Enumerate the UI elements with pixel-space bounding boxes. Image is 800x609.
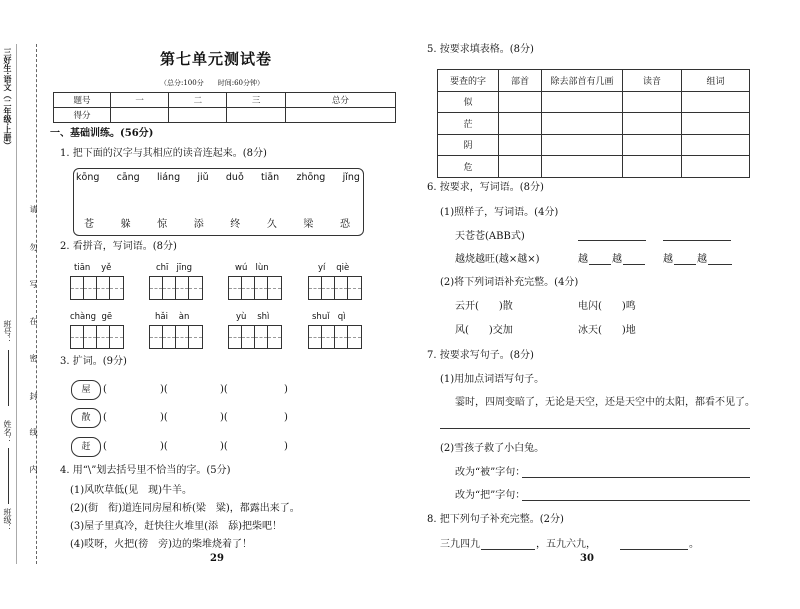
pinyin-item[interactable]: liáng	[156, 172, 181, 183]
pinyin-label: wú lùn	[235, 263, 269, 273]
table-header: 读音	[623, 70, 682, 92]
pinyin-item[interactable]: tiān	[261, 172, 280, 183]
pinyin-item[interactable]: kōng	[76, 172, 100, 183]
char-bubble: 屋	[71, 380, 101, 400]
char-bubble: 赶	[71, 437, 101, 457]
q8-text-end: 。	[689, 539, 699, 550]
table-header: 除去部首有几画	[542, 70, 623, 92]
answer-line[interactable]	[481, 549, 535, 550]
answer-line[interactable]	[708, 264, 732, 265]
q7-part-2: (2)雪孩子救了小白兔。	[440, 443, 545, 454]
page-number-right: 30	[580, 553, 594, 564]
q6-example-2: 越烧越旺(越×越×)	[455, 254, 540, 265]
score-cell[interactable]	[111, 108, 169, 123]
seal-char: 请	[29, 205, 38, 213]
writing-grid[interactable]	[228, 276, 282, 300]
class-no-field: 班号：	[3, 320, 12, 344]
answer-line[interactable]	[674, 264, 696, 265]
paren-open: (	[103, 384, 107, 395]
pinyin-row	[76, 172, 360, 183]
idiom-item[interactable]: 风( )交加	[455, 325, 513, 336]
q4-line[interactable]: (3)屋子里真冷，赶快往火堆里(添 舔)把柴吧！	[70, 521, 282, 532]
answer-line[interactable]	[620, 549, 688, 550]
answer-line[interactable]	[440, 428, 750, 429]
page-title: 第七单元测试卷	[160, 50, 273, 68]
char-item[interactable]: 久	[266, 219, 277, 230]
section-heading: 一、基础训练。(56分)	[50, 128, 154, 139]
q7-part-1: (1)用加点词语写句子。	[440, 374, 545, 385]
answer-line[interactable]	[663, 240, 731, 241]
yue-char: 越	[612, 254, 622, 265]
char-item[interactable]: 苍	[84, 219, 94, 230]
paren-close[interactable]: )	[284, 441, 288, 452]
yue-char: 越	[663, 254, 673, 265]
char-item[interactable]: 添	[193, 219, 204, 230]
char-row	[84, 215, 350, 230]
seal-char: 密	[29, 354, 38, 362]
table-char: 似	[438, 91, 499, 113]
q6-example-1: 天苍苍(ABB式)	[455, 231, 525, 242]
table-row	[438, 134, 750, 156]
pinyin-label: yù shì	[236, 312, 270, 322]
answer-line[interactable]	[589, 264, 611, 265]
char-item[interactable]: 躲	[120, 219, 131, 230]
char-bubble: 散	[71, 408, 101, 428]
question-4: 4. 用“\”划去括号里不恰当的字。(5分)	[60, 465, 231, 476]
seal-char: 写	[29, 280, 38, 288]
question-3: 3. 扩词。(9分)	[60, 356, 127, 367]
table-char: 阴	[438, 134, 499, 156]
table-header: 要查的字	[438, 70, 499, 92]
score-row-label: 得分	[54, 108, 111, 123]
paren-mid[interactable]: )(	[160, 412, 168, 423]
answer-line[interactable]	[522, 500, 750, 501]
seal-line	[36, 44, 37, 564]
writing-grid[interactable]	[70, 276, 124, 300]
pinyin-item[interactable]: jiǔ	[197, 172, 209, 183]
q4-line[interactable]: (2)(街 衔)道连同房屋和桥(梁 粱)，都露出来了。	[70, 503, 300, 514]
pinyin-item[interactable]: jǐng	[342, 172, 360, 183]
pinyin-label: chàng gē	[70, 312, 113, 322]
table-header: 组词	[682, 70, 750, 92]
answer-line[interactable]	[578, 240, 646, 241]
pinyin-label: shuǐ qì	[312, 312, 346, 322]
char-table	[437, 69, 750, 178]
exam-meta: （总分:100分 时间:60分钟）	[160, 79, 264, 87]
paren-open: (	[103, 412, 107, 423]
writing-grid[interactable]	[149, 276, 203, 300]
name-line	[8, 448, 9, 504]
ba-prompt: 改为“把”字句：	[455, 490, 526, 501]
writing-grid[interactable]	[149, 325, 203, 349]
table-row	[438, 156, 750, 178]
answer-line[interactable]	[623, 264, 645, 265]
paren-mid[interactable]: )(	[160, 384, 168, 395]
paren-mid[interactable]: )(	[220, 412, 228, 423]
idiom-item[interactable]: 云开( )散	[455, 301, 513, 312]
yue-char: 越	[578, 254, 588, 265]
score-header: 二	[169, 93, 227, 108]
pinyin-item[interactable]: cāng	[116, 172, 140, 183]
writing-grid[interactable]	[308, 325, 362, 349]
pinyin-item[interactable]: duǒ	[225, 172, 244, 183]
name-field: 姓名：	[3, 420, 12, 444]
score-header: 总分	[285, 93, 395, 108]
paren-mid[interactable]: )(	[220, 384, 228, 395]
table-char: 危	[438, 156, 499, 178]
q4-line[interactable]: (4)哎呀，火把(徬 旁)边的柴堆烧着了！	[70, 539, 252, 550]
table-row	[438, 91, 750, 113]
q7-sentence: 霎时，四周变暗了，无论是天空，还是天空中的太阳，都看不见了。	[455, 397, 755, 408]
char-item[interactable]: 终	[230, 219, 241, 230]
score-header: 题号	[54, 93, 111, 108]
question-2: 2. 看拼音，写词语。(8分)	[60, 241, 177, 252]
score-header: 三	[227, 93, 285, 108]
question-6: 6. 按要求，写词语。(8分)	[427, 182, 544, 193]
score-cell[interactable]	[169, 108, 227, 123]
q6-part-2: (2)将下列词语补充完整。(4分)	[440, 277, 579, 288]
idiom-item[interactable]: 冰天( )地	[578, 325, 636, 336]
idiom-item[interactable]: 电闪( )鸣	[578, 301, 636, 312]
seal-char: 勿	[29, 243, 38, 251]
char-item[interactable]: 梁	[303, 219, 314, 230]
pinyin-label: tiān yě	[74, 263, 112, 273]
table-row	[438, 113, 750, 135]
seal-char: 封	[29, 392, 38, 400]
bei-prompt: 改为“被”字句：	[455, 467, 526, 478]
seal-char: 内	[29, 465, 38, 473]
score-cell[interactable]	[227, 108, 285, 123]
paren-close[interactable]: )	[284, 412, 288, 423]
series-label: 三好生·语文（二年级·上册）	[3, 48, 13, 150]
q6-part-1: (1)照样子，写词语。(4分)	[440, 207, 559, 218]
writing-grid[interactable]	[228, 325, 282, 349]
table-header: 部首	[499, 70, 542, 92]
paren-close[interactable]: )	[284, 384, 288, 395]
question-5: 5. 按要求填表格。(8分)	[427, 44, 534, 55]
paren-open: (	[103, 441, 107, 452]
q8-text-b: ，五九六九，	[536, 539, 596, 550]
char-item[interactable]: 恐	[339, 219, 350, 230]
class-field: 班级：	[3, 508, 12, 532]
pinyin-item[interactable]: zhōng	[296, 172, 326, 183]
pinyin-label: hǎi àn	[155, 312, 190, 322]
class-no-line	[8, 350, 9, 406]
writing-grid[interactable]	[70, 325, 124, 349]
page-number-left: 29	[210, 553, 224, 564]
question-1: 1. 把下面的汉字与其相应的读音连起来。(8分)	[60, 148, 267, 159]
score-table	[53, 92, 396, 123]
yue-char: 越	[697, 254, 707, 265]
binding-border	[16, 44, 17, 564]
paren-mid[interactable]: )(	[220, 441, 228, 452]
char-item[interactable]: 惊	[157, 219, 168, 230]
pinyin-label: chī jīng	[156, 263, 193, 273]
seal-char: 线	[29, 428, 38, 436]
answer-line[interactable]	[522, 477, 750, 478]
pinyin-label: yí qiè	[318, 263, 350, 273]
seal-char: 在	[29, 317, 38, 325]
question-7: 7. 按要求写句子。(8分)	[427, 350, 534, 361]
q8-text-a: 三九四九	[440, 539, 480, 550]
table-char: 茫	[438, 113, 499, 135]
paren-mid[interactable]: )(	[160, 441, 168, 452]
score-header: 一	[111, 93, 169, 108]
writing-grid[interactable]	[308, 276, 362, 300]
score-cell[interactable]	[285, 108, 395, 123]
question-8: 8. 把下列句子补充完整。(2分)	[427, 514, 564, 525]
q4-line[interactable]: (1)风吹草低(见 现)牛羊。	[70, 485, 192, 496]
